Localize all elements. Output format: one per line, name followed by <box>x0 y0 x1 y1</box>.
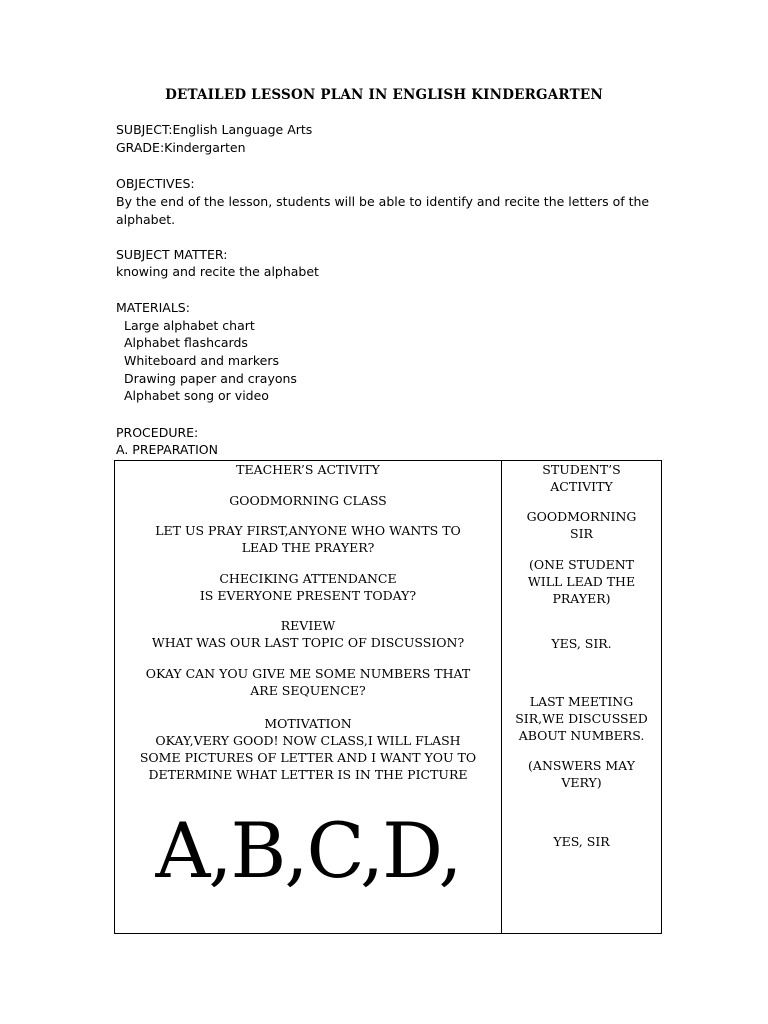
subject-line: SUBJECT:English Language Arts <box>116 122 313 137</box>
grade-line: GRADE:Kindergarten <box>116 140 246 155</box>
student-line: YES, SIR. <box>551 636 612 651</box>
teacher-line: GOODMORNING CLASS <box>229 493 387 508</box>
materials-heading: MATERIALS: <box>116 300 190 315</box>
teacher-line: LET US PRAY FIRST,ANYONE WHO WANTS TO LEAD THE PRAYER? <box>155 523 461 555</box>
procedure-heading: PROCEDURE: <box>116 425 199 440</box>
teacher-line: OKAY CAN YOU GIVE ME SOME NUMBERS THAT ARE SEQUENCE? <box>145 666 471 698</box>
teacher-line: MOTIVATION OKAY,VERY GOOD! NOW CLASS,I WILL FLASH SOME PICTURES OF LETTER AND I WANT YOU TO DETERMINE WHAT LETTER IS IN THE PICTURE <box>139 716 477 782</box>
student-line: (ONE STUDENT WILL LEAD THE PRAYER) <box>527 557 636 606</box>
subject-matter-text: knowing and recite the alphabet <box>116 264 319 279</box>
material-item: Alphabet flashcards <box>124 335 248 350</box>
teacher-line: REVIEW WHAT WAS OUR LAST TOPIC OF DISCUSSION? <box>151 618 465 650</box>
student-line: (ANSWERS MAY VERY) <box>528 758 635 790</box>
material-item: Whiteboard and markers <box>124 353 280 368</box>
teacher-line: CHECIKING ATTENDANCE IS EVERYONE PRESENT TODAY? <box>199 571 417 603</box>
objectives-text: By the end of the lesson, students will be able to identify and recite the letters of the alphabet. <box>116 194 650 227</box>
activity-table <box>114 460 662 934</box>
material-item: Alphabet song or video <box>124 388 269 403</box>
student-column <box>502 461 662 934</box>
material-item: Large alphabet chart <box>124 318 255 333</box>
subject-matter-heading: SUBJECT MATTER: <box>116 247 228 262</box>
student-activity-heading: STUDENT’S ACTIVITY <box>542 462 621 494</box>
preparation-heading: A. PREPARATION <box>116 442 218 457</box>
alphabet-letters: A,B,C,D, <box>155 806 461 895</box>
objectives-heading: OBJECTIVES: <box>116 176 195 191</box>
material-item: Drawing paper and crayons <box>124 371 297 386</box>
student-line: YES, SIR <box>553 834 610 849</box>
student-line: GOODMORNING SIR <box>526 509 637 541</box>
student-line: LAST MEETING SIR,WE DISCUSSED ABOUT NUMBERS. <box>515 694 648 743</box>
document-title: DETAILED LESSON PLAN IN ENGLISH KINDERGARTEN <box>165 87 603 103</box>
teacher-activity-heading: TEACHER’S ACTIVITY <box>236 462 380 477</box>
teacher-column <box>115 461 502 934</box>
